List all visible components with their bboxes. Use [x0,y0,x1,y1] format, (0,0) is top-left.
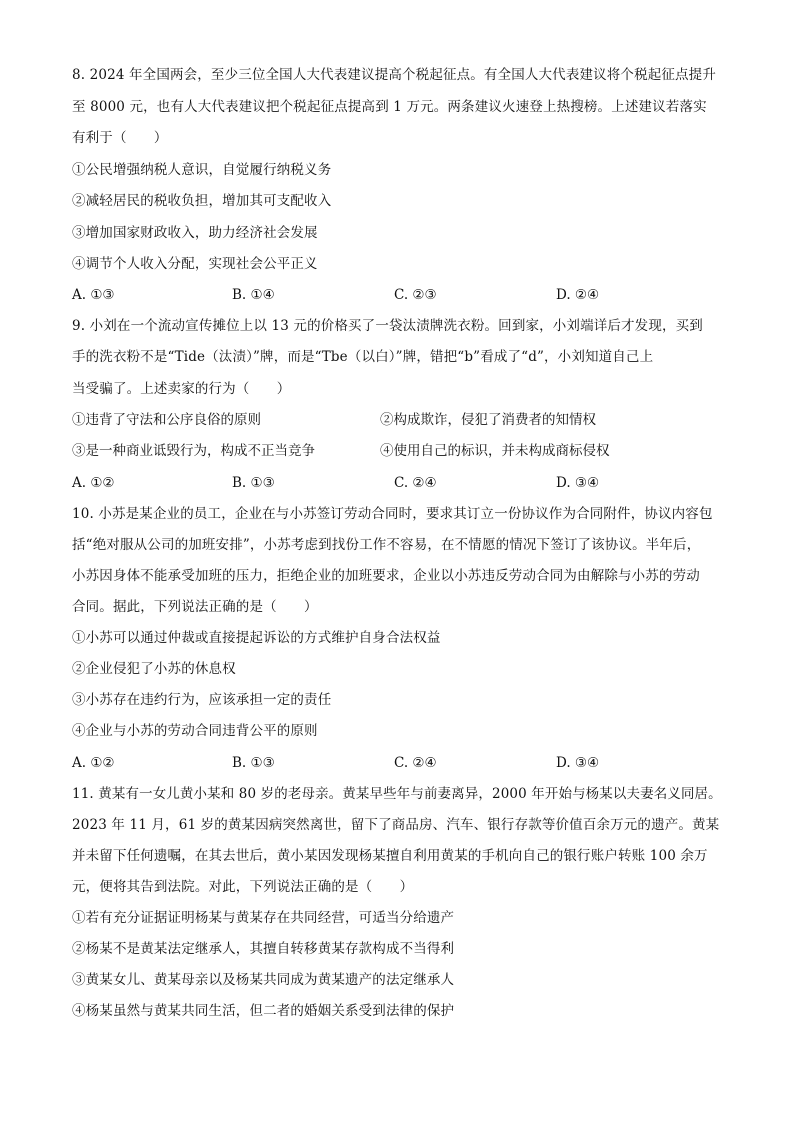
q10-stem-line-4: 合同。据此，下列说法正确的是（ ） [72,599,318,615]
q11-item-2: ②杨某不是黄某法定继承人，其擅自转移黄某存款构成不当得利 [72,941,455,957]
q8-option-a: A. ①③ [72,287,115,303]
q8-stem-line-2: 至 8000 元，也有人大代表建议把个税起征点提高到 1 万元。两条建议火速登上热搜榜。上述建议若落实 [72,99,707,115]
q10-stem-line-3: 小苏因身体不能承受加班的压力，拒绝企业的加班要求，企业以小苏违反劳动合同为由解除与小苏的劳动 [72,568,700,584]
q9-item-3: ③是一种商业诋毁行为，构成不正当竞争 [72,443,315,459]
q11-stem-line-4: 元，便将其告到法院。对此，下列说法正确的是（ ） [72,879,414,895]
q9-option-d: D. ③④ [556,475,600,491]
q9-stem-line-2: 手的洗衣粉不是“Tide（汰渍）”牌，而是“Tbe（以白）”牌，错把“b”看成了“d”，小刘知道自己上 [72,349,654,365]
q8-option-c: C. ②③ [394,287,437,303]
q8-stem-line-1: 8. 2024 年全国两会，至少三位全国人大代表建议提高个税起征点。有全国人大代表建议将个税起征点提升 [72,67,716,83]
q8-item-3: ③增加国家财政收入，助力经济社会发展 [72,225,318,241]
q10-item-2: ②企业侵犯了小苏的休息权 [72,661,236,677]
q10-item-3: ③小苏存在违约行为，应该承担一定的责任 [72,692,332,708]
q11-item-1: ①若有充分证据证明杨某与黄某存在共同经营，可适当分给遗产 [72,910,455,926]
q11-item-3: ③黄某女儿、黄某母亲以及杨某共同成为黄某遗产的法定继承人 [72,972,455,988]
q9-item-1: ①违背了守法和公序良俗的原则 [72,412,261,428]
q10-option-b: B. ①③ [232,755,275,771]
q11-stem-line-3: 并未留下任何遗嘱，在其去世后，黄小某因发现杨某擅自利用黄某的手机向自己的银行账户转账 100 余万 [72,848,708,864]
q10-option-a: A. ①② [72,755,115,771]
q10-option-c: C. ②④ [394,755,437,771]
q9-item-2: ②构成欺诈，侵犯了消费者的知情权 [380,412,596,428]
q8-item-1: ①公民增强纳税人意识，自觉履行纳税义务 [72,162,332,178]
q10-item-4: ④企业与小苏的劳动合同违背公平的原则 [72,723,318,739]
q8-option-d: D. ②④ [556,287,600,303]
q9-option-c: C. ②④ [394,475,437,491]
q11-item-4: ④杨某虽然与黄某共同生活，但二者的婚姻关系受到法律的保护 [72,1003,455,1019]
q8-item-2: ②减轻居民的税收负担，增加其可支配收入 [72,193,332,209]
q10-option-d: D. ③④ [556,755,600,771]
q8-stem-line-3: 有利于（ ） [72,130,168,146]
q9-stem-line-3: 当受骗了。上述卖家的行为（ ） [72,381,291,397]
q9-item-4: ④使用自己的标识，并未构成商标侵权 [380,443,610,459]
q8-option-b: B. ①④ [232,287,275,303]
q10-item-1: ①小苏可以通过仲裁或直接提起诉讼的方式维护自身合法权益 [72,630,441,646]
q9-option-b: B. ①③ [232,475,275,491]
q9-stem-line-1: 9. 小刘在一个流动宣传摊位上以 13 元的价格买了一袋汰渍牌洗衣粉。回到家，小刘端详后才发现，买到 [72,318,703,334]
q10-stem-line-1: 10. 小苏是某企业的员工，企业在与小苏签订劳动合同时，要求其订立一份协议作为合同附件，协议内容包 [72,506,713,522]
q11-stem-line-1: 11. 黄某有一女儿黄小某和 80 岁的老母亲。黄某早些年与前妻离异，2000 年开始与杨某以夫妻名义同居。 [72,786,722,802]
q11-stem-line-2: 2023 年 11 月，61 岁的黄某因病突然离世，留下了商品房、汽车、银行存款等价值百余万元的遗产。黄某 [72,817,720,833]
q9-option-a: A. ①② [72,475,115,491]
q8-item-4: ④调节个人收入分配，实现社会公平正义 [72,256,318,272]
q10-stem-line-2: 括“绝对服从公司的加班安排”，小苏考虑到找份工作不容易，在不情愿的情况下签订了该协议。半年后， [72,537,701,553]
